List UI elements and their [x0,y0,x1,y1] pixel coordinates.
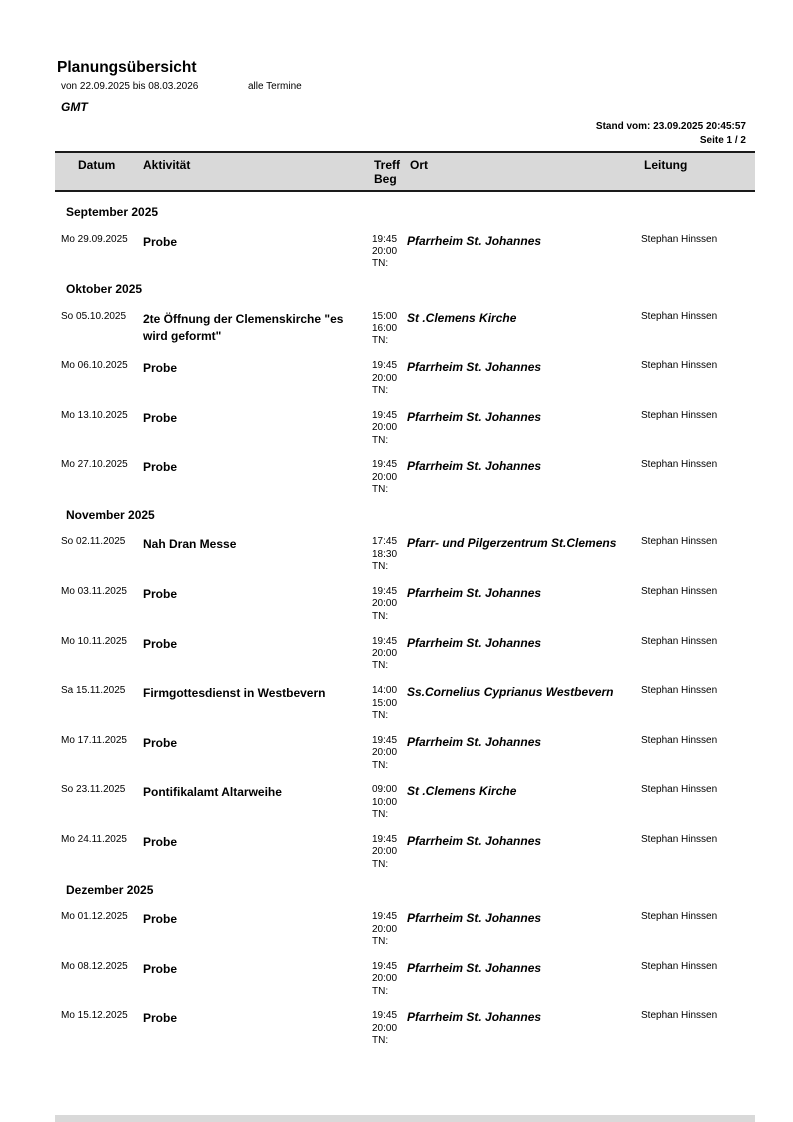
event-ort: Pfarrheim St. Johannes [407,834,542,849]
column-header-aktivitaet: Aktivität [143,158,191,172]
event-date: So 02.11.2025 [61,536,126,548]
column-header-treff: Treff [374,158,401,172]
event-ort: Pfarrheim St. Johannes [407,911,542,926]
event-activity: Probe [143,961,178,976]
event-leitung: Stephan Hinssen [641,635,718,647]
event-date: Mo 29.09.2025 [61,233,128,245]
event-date: So 23.11.2025 [61,784,126,796]
event-times: 19:45 20:00 TN: [372,459,398,496]
column-header-treff-beg [374,159,400,186]
table-row [55,459,755,509]
event-activity: Probe [143,587,178,602]
event-times: 19:45 20:00 TN: [372,360,398,396]
event-activity: Firmgottesdienst in Westbevern [143,686,326,701]
column-header-beg: Beg [374,171,397,186]
event-ort: Pfarrheim St. Johannes [407,1010,542,1025]
table-row [55,1010,755,1060]
event-activity: 2te Öffnung der Clemenskirche "es wird geformt" [143,311,344,343]
table-header-row [55,151,755,192]
event-leitung: Stephan Hinssen [641,685,718,697]
event-ort: Pfarrheim St. Johannes [407,459,542,474]
table-row [55,311,755,361]
event-ort: Pfarrheim St. Johannes [407,233,542,248]
event-times: 19:45 20:00 TN: [372,409,398,446]
event-leitung: Stephan Hinssen [641,960,718,972]
date-range-label: von 22.09.2025 bis 08.03.2026 [61,81,199,92]
event-activity: Nah Dran Messe [143,537,237,552]
event-times: 19:45 20:00 TN: [372,635,398,672]
event-activity: Probe [143,835,178,850]
event-leitung: Stephan Hinssen [641,459,718,471]
event-date: Mo 08.12.2025 [61,960,128,972]
event-leitung: Stephan Hinssen [641,586,718,598]
event-ort: Pfarrheim St. Johannes [407,960,542,975]
event-activity: Probe [143,460,178,475]
month-heading: Dezember 2025 [66,882,154,897]
month-heading: Oktober 2025 [66,282,143,297]
event-activity: Probe [143,234,178,249]
event-date: Mo 06.10.2025 [61,360,128,372]
page-title: Planungsübersicht [57,59,197,76]
table-row [55,735,755,785]
event-date: Mo 27.10.2025 [61,459,128,471]
next-page-header-band [55,1115,755,1122]
event-date: Mo 13.10.2025 [61,409,128,421]
event-times: 19:45 20:00 TN: [372,734,398,771]
event-date: Sa 15.11.2025 [61,685,126,697]
event-times: 15:00 16:00 TN: [372,310,398,347]
event-ort: Pfarrheim St. Johannes [407,409,542,424]
event-ort: St .Clemens Kirche [407,784,517,799]
column-header-leitung: Leitung [644,158,688,172]
event-ort: Pfarrheim St. Johannes [407,360,542,375]
event-leitung: Stephan Hinssen [641,1010,718,1022]
event-leitung: Stephan Hinssen [641,536,718,548]
event-times: 17:45 18:30 TN: [372,536,398,573]
event-leitung: Stephan Hinssen [641,360,718,372]
event-times: 19:45 20:00 TN: [372,834,398,870]
event-leitung: Stephan Hinssen [641,409,718,421]
filter-label: alle Termine [248,81,302,92]
table-row [55,784,755,834]
event-times: 09:00 10:00 TN: [372,784,398,821]
event-ort: Pfarr- und Pilgerzentrum St.Clemens [407,536,617,551]
month-heading: November 2025 [66,507,155,522]
table-row [55,410,755,460]
event-times: 19:45 20:00 TN: [372,233,398,270]
event-leitung: Stephan Hinssen [641,784,718,796]
event-activity: Probe [143,410,178,425]
event-activity: Probe [143,636,178,651]
event-ort: Pfarrheim St. Johannes [407,586,542,601]
column-header-datum: Datum [78,158,116,172]
event-date: Mo 17.11.2025 [61,734,127,746]
column-header-ort: Ort [410,158,428,172]
event-date: Mo 03.11.2025 [61,586,127,598]
event-activity: Probe [143,912,178,927]
stand-timestamp: Stand vom: 23.09.2025 20:45:57 [595,121,746,132]
page-number: Seite 1 / 2 [699,135,746,146]
event-times: 14:00 15:00 TN: [372,685,398,722]
event-date: Mo 15.12.2025 [61,1010,128,1022]
table-row [55,536,755,586]
meta-block [596,120,746,148]
event-date: Mo 01.12.2025 [61,911,128,923]
event-date: So 05.10.2025 [61,310,127,322]
table-row [55,636,755,686]
table-row [55,834,755,884]
event-times: 19:45 20:00 TN: [372,960,398,997]
table-row [55,685,755,735]
table-row [55,586,755,636]
event-leitung: Stephan Hinssen [641,734,718,746]
event-times: 19:45 20:00 TN: [372,911,398,947]
event-date: Mo 24.11.2025 [61,834,127,846]
group-label: GMT [61,100,88,114]
month-heading: September 2025 [66,205,159,219]
event-ort: Pfarrheim St. Johannes [407,635,542,650]
event-activity: Probe [143,1011,178,1026]
event-times: 19:45 20:00 TN: [372,1010,398,1047]
table-body [55,192,755,1060]
event-ort: Ss.Cornelius Cyprianus Westbevern [407,685,614,700]
event-leitung: Stephan Hinssen [641,233,718,245]
event-ort: Pfarrheim St. Johannes [407,734,542,749]
event-times: 19:45 20:00 TN: [372,586,398,622]
event-activity: Probe [143,361,178,376]
table-row [55,911,755,961]
event-leitung: Stephan Hinssen [641,911,718,923]
table-row [55,234,755,284]
event-leitung: Stephan Hinssen [641,310,718,322]
table-row [55,360,755,410]
table-row [55,961,755,1011]
event-date: Mo 10.11.2025 [61,635,127,647]
event-leitung: Stephan Hinssen [641,834,718,846]
event-ort: St .Clemens Kirche [407,310,517,325]
event-activity: Probe [143,735,178,750]
event-activity: Pontifikalamt Altarweihe [143,785,282,800]
